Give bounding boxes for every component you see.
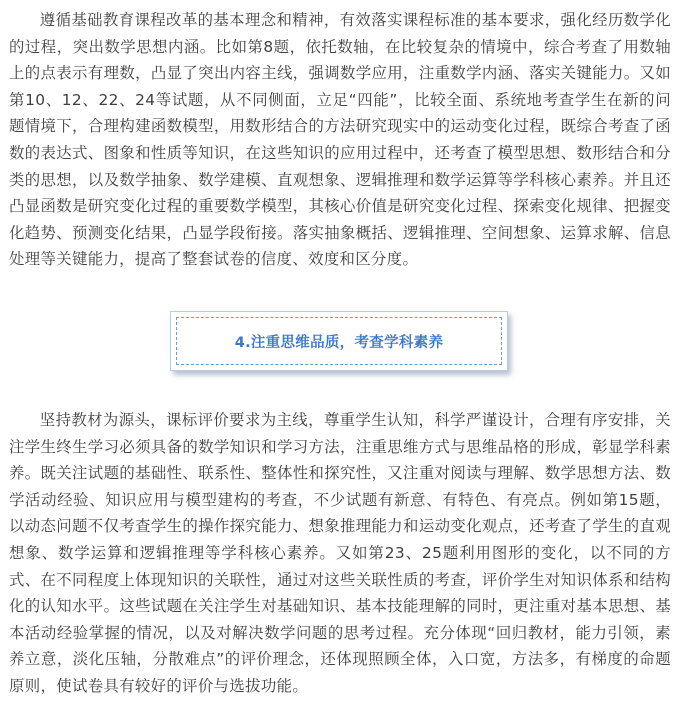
section-heading-dashed-frame	[176, 317, 502, 365]
section-heading: 4.注重思维品质，考查学科素养	[234, 334, 444, 351]
article-paragraph-1: 遵循基础教育课程改革的基本理念和精神，有效落实课程标准的基本要求，强化经历数学化的过程，突出数学思想内涵。比如第8题，依托数轴，在比较复杂的情境中，综合考查了用数轴上的点表示有理数，凸显了突出内容主线，强调数学应用，注重数学内涵、落实关键能力。又如第10、12、22、24等试题，从不同侧面，立足“四能”，比较全面、系统地考查学生在新的问题情境下，合理构建函数模型，用数形结合的方法研究现实中的运动变化过程，既综合考查了函数的表达式、图象和性质等知识，在这些知识的应用过程中，还考查了模型思想、数形结合和分类的思想，以及数学抽象、数学建模、直观想象、逻辑推理和数学运算等学科核心素养。并且还凸显函数是研究变化过程的重要数学模型，其核心价值是研究变化过程、探索变化规律、把握变化趋势、预测变化结果，凸显学段衔接。落实抽象概括、逻辑推理、空间想象、运算求解、信息处理等关键能力，提高了整套试卷的信度、效度和区分度。	[9, 11, 671, 269]
section-heading-box	[170, 311, 508, 371]
article-paragraph-2: 坚持教材为源头，课标评价要求为主线，尊重学生认知，科学严谨设计，合理有序安排，关注学生终生学习必须具备的数学知识和学习方法，注重思维方式与思维品格的形成，彰显学科素养。既关注试题的基础性、联系性、整体性和探究性，又注重对阅读与理解、数学思想方法、数学活动经验、知识应用与模型建构的考查，不少试题有新意、有特色、有亮点。例如第15题，以动态问题不仅考查学生的操作探究能力、想象推理能力和运动变化观点，还考查了学生的直观想象、数学运算和逻辑推理等学科核心素养。又如第23、25题利用图形的变化，以不同的方式、在不同程度上体现知识的关联性，通过对这些关联性质的考查，评价学生对知识体系和结构化的认知水平。这些试题在关注学生对基础知识、基本技能理解的同时，更注重对基本思想、基本活动经验掌握的情况，以及对解决数学问题的思考过程。充分体现“回归教材，能力引领，素养立意，淡化压轴，分散难点”的评价理念，还体现照顾全体，入口宽，方法多，有梯度的命题原则，使试卷具有较好的评价与选拔功能。	[9, 411, 671, 695]
